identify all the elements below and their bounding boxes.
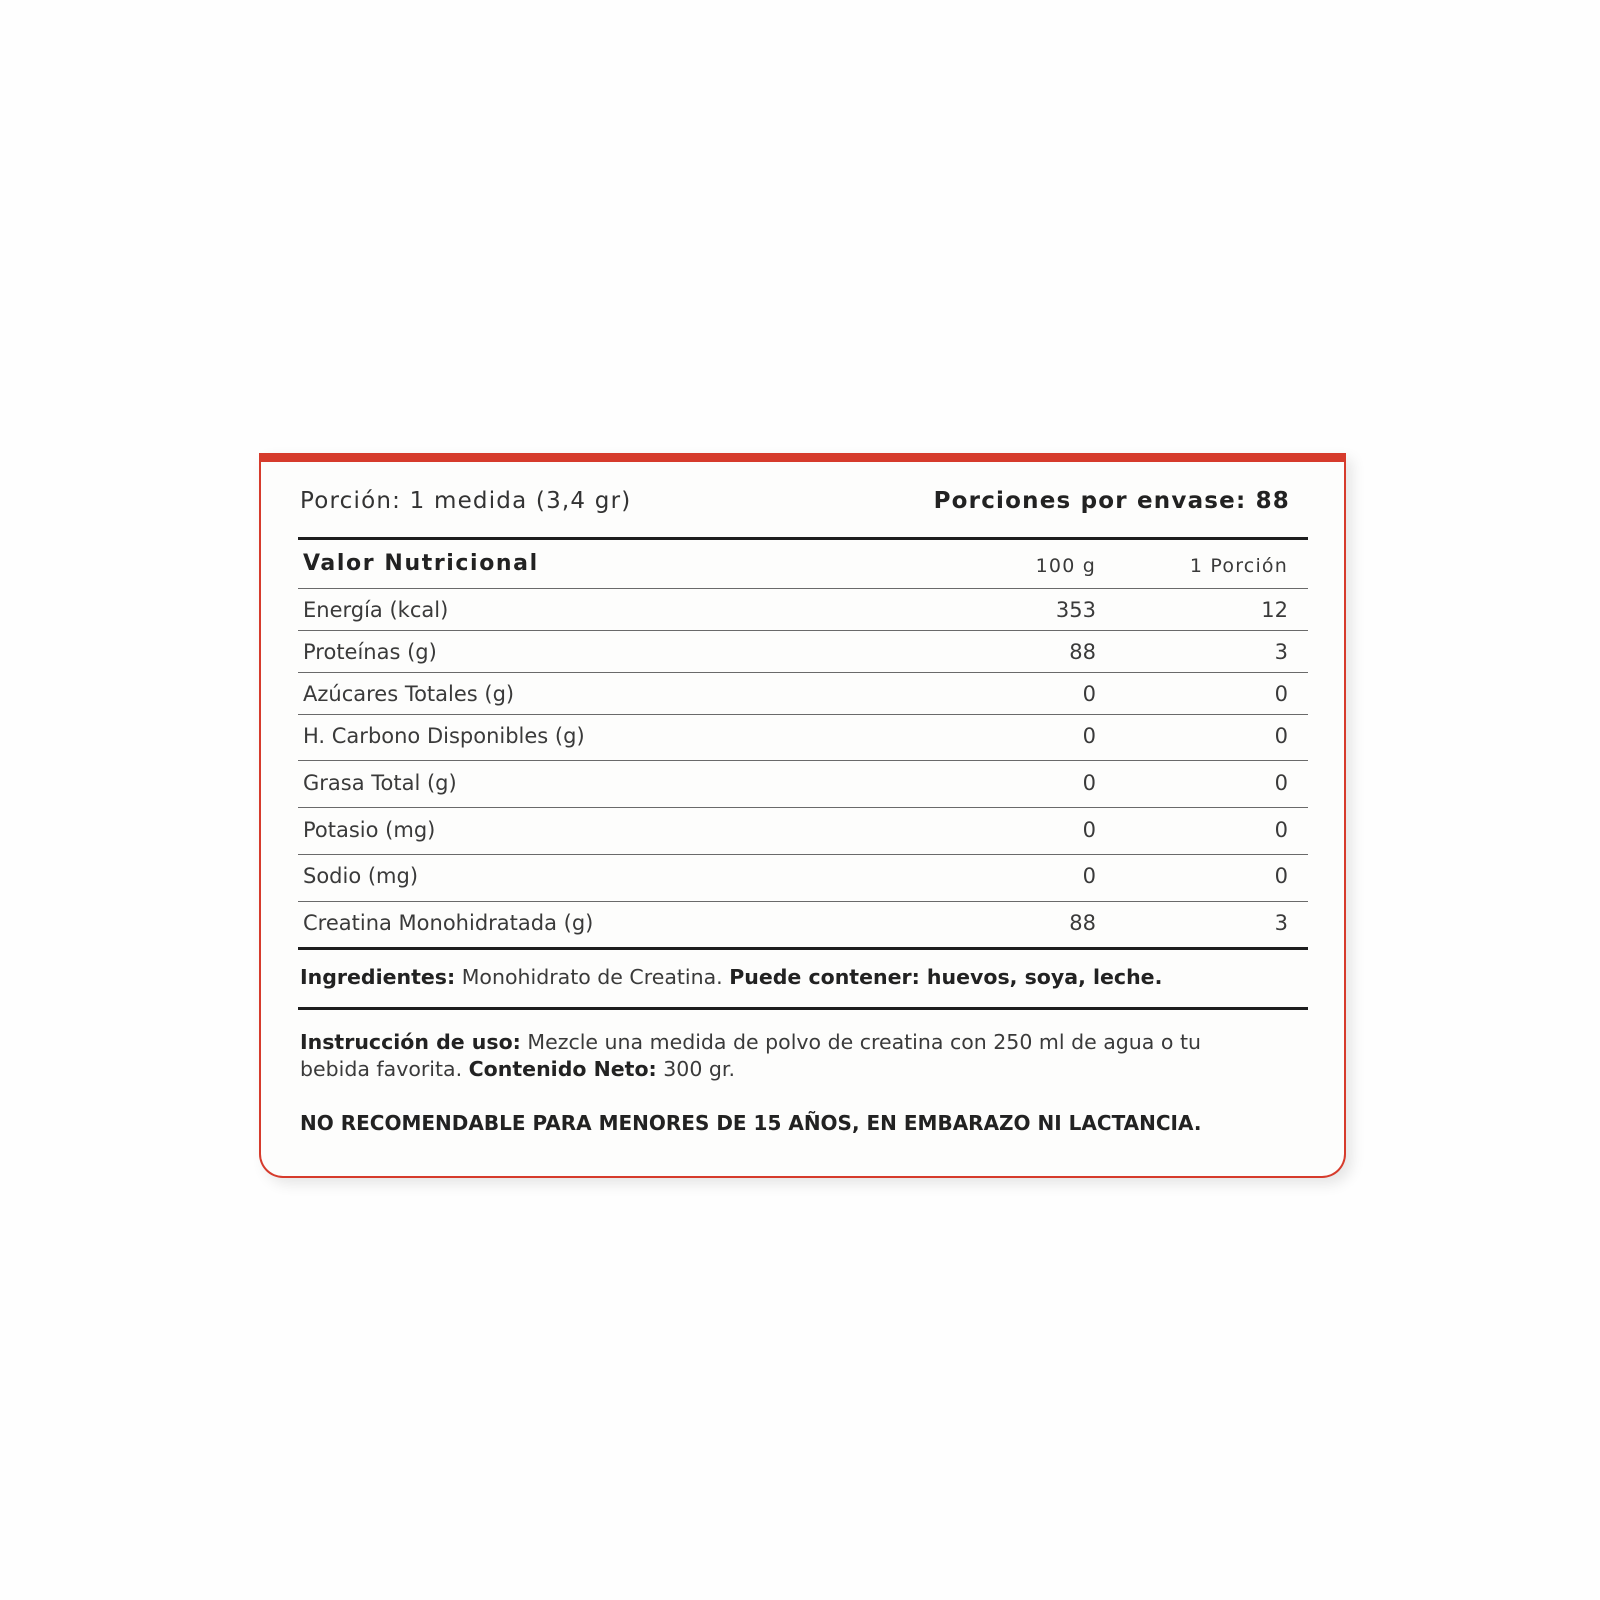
divider-thick [298,537,1308,540]
nutrient-per-100g: 0 [1082,682,1096,706]
serving-info [298,488,1308,520]
nutrient-name: Sodio (mg) [303,864,419,888]
divider [298,901,1308,902]
nutrient-per-portion: 0 [1274,818,1288,842]
divider [298,854,1308,855]
table-header [298,541,1308,583]
nutrient-per-100g: 88 [1069,640,1096,664]
instructions-text: Mezcle una medida de polvo de creatina con 250 ml de agua o tu bebida favorita. [300,1030,1201,1081]
nutrient-per-portion: 3 [1274,640,1288,664]
net-content-label: Contenido Neto: [468,1057,657,1081]
nutrient-name: Proteínas (g) [303,640,437,664]
divider [298,807,1308,808]
table-row [298,590,1308,632]
nutrition-label [259,453,1346,1178]
divider [298,588,1308,589]
table-row [298,810,1308,852]
divider-thick [298,947,1308,950]
servings-per-container: Porciones por envase: 88 [933,488,1290,514]
ingredients [300,964,1268,991]
nutrient-name: Azúcares Totales (g) [303,682,515,706]
nutrient-per-portion: 0 [1274,724,1288,748]
header-100g: 100 g [1035,555,1096,577]
nutrient-per-100g: 353 [1055,598,1096,622]
nutrient-name: H. Carbono Disponibles (g) [303,724,585,748]
table-row [298,903,1308,945]
divider [298,714,1308,715]
table-row [298,856,1308,898]
divider [298,760,1308,761]
divider [298,672,1308,673]
instructions [300,1029,1268,1083]
serving-size: Porción: 1 medida (3,4 gr) [300,488,632,514]
nutrient-per-100g: 88 [1069,911,1096,935]
divider [298,630,1308,631]
table-row [298,716,1308,758]
nutrient-per-100g: 0 [1082,771,1096,795]
ingredients-text: Monohidrato de Creatina. [455,965,730,989]
nutrient-per-portion: 3 [1274,911,1288,935]
instructions-label: Instrucción de uso: [300,1030,521,1054]
header-nutritional-value: Valor Nutricional [303,551,539,576]
table-row [298,674,1308,716]
nutrient-name: Creatina Monohidratada (g) [303,911,594,935]
divider-thick [298,1007,1308,1010]
nutrient-name: Potasio (mg) [303,818,436,842]
nutrient-per-100g: 0 [1082,724,1096,748]
ingredients-label: Ingredientes: [300,965,456,989]
warning-text: NO RECOMENDABLE PARA MENORES DE 15 AÑOS, EN EMBARAZO NI LACTANCIA. [300,1111,1202,1135]
nutrient-per-portion: 0 [1274,864,1288,888]
nutrient-per-portion: 0 [1274,682,1288,706]
nutrient-per-portion: 0 [1274,771,1288,795]
nutrient-name: Grasa Total (g) [303,771,457,795]
nutrient-per-100g: 0 [1082,818,1096,842]
nutrient-per-portion: 12 [1261,598,1288,622]
net-content-value: 300 gr. [656,1057,735,1081]
table-row [298,632,1308,674]
nutrient-per-100g: 0 [1082,864,1096,888]
table-row [298,763,1308,805]
nutrient-name: Energía (kcal) [303,598,449,622]
header-portion: 1 Porción [1189,555,1288,577]
allergens: Puede contener: huevos, soya, leche. [729,965,1163,989]
